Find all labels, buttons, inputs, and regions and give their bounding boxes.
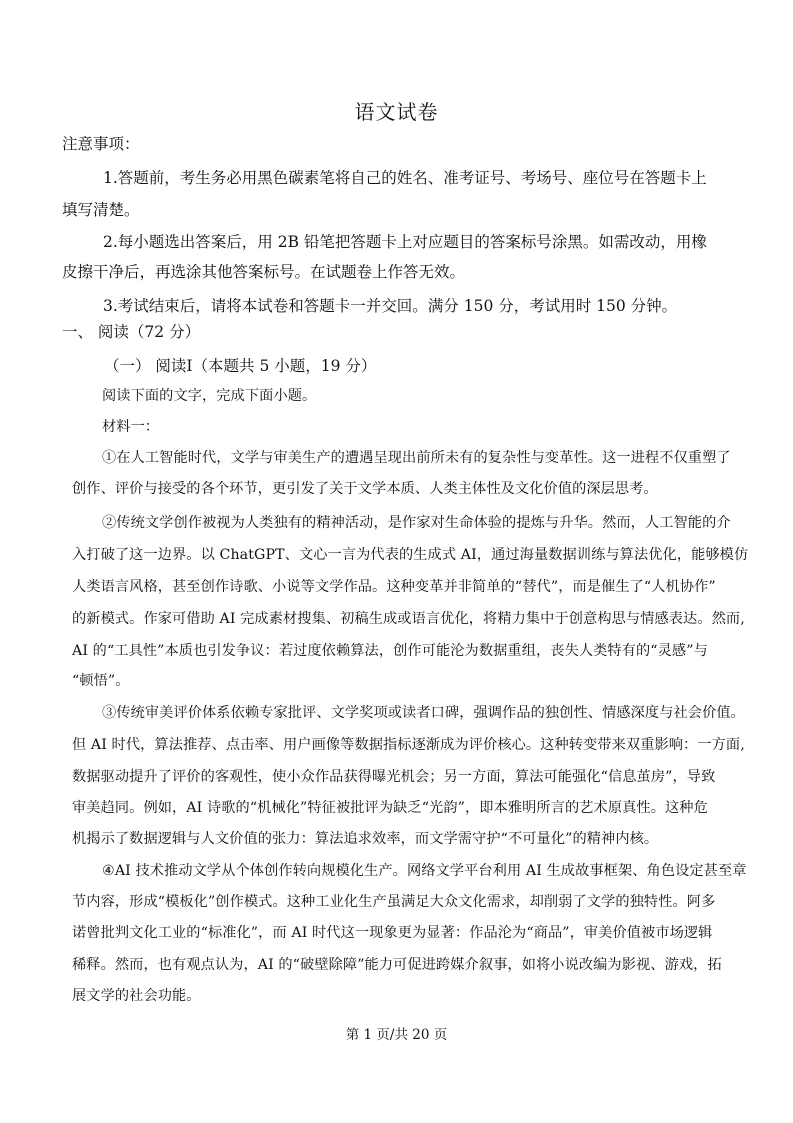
paragraph-3-line: ③传统审美评价体系依赖专家批评、文学奖项或读者口碑，强调作品的独创性、情感深度与社会价值。 — [102, 705, 745, 721]
section-heading: 一、 阅读（72 分） — [62, 323, 201, 341]
paragraph-4-line: 节内容，形成“模板化”创作模式。这种工业化生产虽满足大众文化需求，却削弱了文学的独特性。阿多 — [72, 894, 716, 910]
notice-2-line-2: 皮擦干净后，再选涂其他答案标号。在试题卷上作答无效。 — [62, 263, 466, 281]
paragraph-4-line: 诺曾批判文化工业的“标准化”，而 AI 时代这一现象更为显著：作品沦为“商品”，审美价值被市场逻辑 — [72, 925, 713, 941]
subsection-heading: （一） 阅读Ⅰ（本题共 5 小题，19 分） — [104, 357, 377, 375]
notice-3-line-1: 3.考试结束后，请将本试卷和答题卡一并交回。满分 150 分，考试用时 150 分钟。 — [103, 297, 678, 315]
paragraph-3-line: 机揭示了数据逻辑与人文价值的张力：算法追求效率，而文学需守护“不可量化”的精神内核。 — [72, 831, 659, 847]
paragraph-4-line: ④AI 技术推动文学从个体创作转向规模化生产。网络文学平台利用 AI 生成故事框架、角色设定甚至章 — [102, 863, 747, 879]
paragraph-2-line: 的新模式。作家可借助 AI 完成素材搜集、初稿生成或语言优化，将精力集中于创意构思与情感表达。然而, — [72, 611, 745, 627]
paragraph-2-line: 人类语言风格，甚至创作诗歌、小说等文学作品。这种变革并非简单的“替代”，而是催生了“人机协作” — [72, 579, 716, 595]
paragraph-2-line: 入打破了这一边界。以 ChatGPT、文心一言为代表的生成式 AI，通过海量数据训练与算法优化，能够模仿 — [72, 547, 749, 563]
notice-1-line-2: 填写清楚。 — [62, 201, 140, 219]
paragraph-4-line: 稀释。然而，也有观点认为，AI 的“破壁除障”能力可促进跨媒介叙事，如将小说改编为影视、游戏，拓 — [72, 957, 722, 973]
paragraph-3-line: 数据驱动提升了评价的客观性，使小众作品获得曝光机会；另一方面，算法可能强化“信息茧房”，导致 — [72, 769, 716, 785]
paragraph-1-line: 创作、评价与接受的各个环节，更引发了关于文学本质、人类主体性及文化价值的深层思考。 — [72, 481, 658, 497]
paragraph-1-line: ①在人工智能时代，文学与审美生产的遭遇呈现出前所未有的复杂性与变革性。这一进程不仅重塑了 — [102, 450, 731, 466]
reading-instruction: 阅读下面的文字，完成下面小题。 — [102, 388, 317, 404]
page-title: 语文试卷 — [354, 100, 439, 124]
paragraph-2-line: AI 的“工具性”本质也引发争议：若过度依赖算法，创作可能沦为数据重组，丧失人类特有的“灵感”与 — [72, 643, 708, 659]
paragraph-2-line: ②传统文学创作被视为人类独有的精神活动，是作家对生命体验的提炼与升华。然而，人工智能的介 — [102, 515, 731, 531]
notice-2-line-1: 2.每小题选出答案后，用 2B 铅笔把答题卡上对应题目的答案标号涂黑。如需改动，用橡 — [103, 233, 707, 251]
notice-1-line-1: 1.答题前，考生务必用黑色碳素笔将自己的姓名、准考证号、考场号、座位号在答题卡上 — [103, 169, 707, 187]
paragraph-3-line: 审美趋同。例如，AI 诗歌的“机械化”特征被批评为缺乏“光韵”，即本雅明所言的艺术原真性。这种危 — [72, 800, 708, 816]
paragraph-2-line: “顿悟”。 — [72, 673, 130, 689]
material-label: 材料一： — [102, 419, 160, 435]
paragraph-3-line: 但 AI 时代，算法推荐、点击率、用户画像等数据指标逐渐成为评价核心。这种转变带来双重影响：一方面, — [72, 737, 745, 753]
notice-heading: 注意事项： — [62, 135, 140, 153]
page-footer: 第 1 页/共 20 页 — [345, 1027, 448, 1043]
paragraph-4-line: 展文学的社会功能。 — [72, 988, 201, 1004]
